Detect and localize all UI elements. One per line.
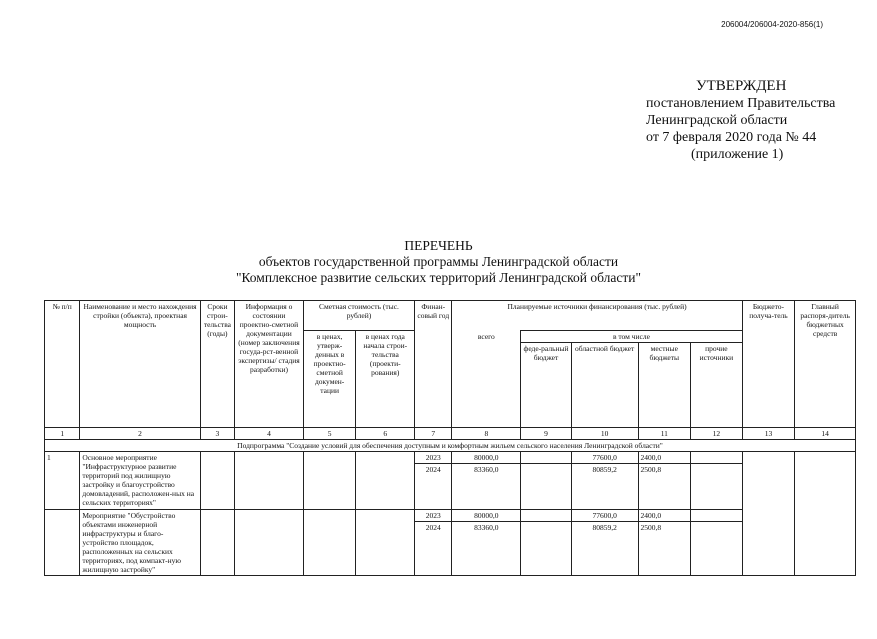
row-year: 2024 — [415, 522, 452, 576]
col-header-incl: в том числе — [521, 331, 742, 343]
row-name: Мероприятие "Обустройство объектами инженерной инфраструктуры и благо-устройство площадок, расположенных на сельских территориях, под компакт-ную жилищную застройку" — [80, 510, 200, 576]
col-header-cost: Сметная стоимость (тыс. рублей) — [303, 301, 414, 331]
col-number: 3 — [200, 428, 234, 440]
col-number: 2 — [80, 428, 200, 440]
row-federal — [521, 452, 572, 464]
col-number: 7 — [415, 428, 452, 440]
row-total: 83360,0 — [452, 522, 521, 576]
col-number: 6 — [356, 428, 415, 440]
row-other — [691, 522, 743, 576]
col-header-cost-approved: в ценах, утверж-денных в проектно-сметной докумен-тации — [303, 331, 356, 428]
row-cost-approved — [303, 510, 356, 576]
row-manager — [795, 452, 856, 576]
col-header-other: прочие источники — [691, 343, 743, 428]
approval-annex: (приложение 1) — [691, 147, 784, 162]
col-number: 4 — [235, 428, 304, 440]
subprogram-title: Подпрограмма "Создание условий для обеспечения доступным и комфортным жильем сельского населения Ленинградской области" — [45, 440, 856, 452]
heading-line-2: объектов государственной программы Ленинградской области — [258, 254, 619, 269]
row-local: 2500,8 — [638, 464, 691, 510]
row-year: 2023 — [415, 452, 452, 464]
col-number: 1 — [45, 428, 80, 440]
row-total: 83360,0 — [452, 464, 521, 510]
row-total: 80000,0 — [452, 452, 521, 464]
col-header-regional: областной бюджет — [571, 343, 638, 428]
col-header-docs: Информация о состоянии проектно-сметной документации (номер заключения госуда-рст-венной экспертизы/ стадия разработки) — [235, 301, 304, 428]
row-recipient — [742, 452, 795, 576]
document-id: 206004/206004-2020-856(1) — [721, 20, 823, 29]
row-federal — [521, 510, 572, 522]
col-header-recipient: Бюджето-получа-тель — [742, 301, 795, 428]
row-num — [45, 510, 80, 576]
approval-line-1: постановлением Правительства — [646, 96, 836, 111]
row-regional: 77600,0 — [571, 452, 638, 464]
approval-title: УТВЕРЖДЕН — [696, 78, 787, 94]
row-local: 2400,0 — [638, 452, 691, 464]
col-header-sources: Планируемые источники финансирования (тыс. рублей) — [452, 301, 742, 331]
heading-line-3: "Комплексное развитие сельских территорий Ленинградской области" — [235, 270, 642, 285]
col-number: 8 — [452, 428, 521, 440]
col-number: 5 — [303, 428, 356, 440]
row-terms — [200, 452, 234, 510]
row-cost-approved — [303, 452, 356, 510]
col-number: 10 — [571, 428, 638, 440]
document-heading — [0, 238, 877, 286]
col-header-manager: Главный распоря-дитель бюджетных средств — [795, 301, 856, 428]
col-header-cost-start: в ценах года начала строи-тельства (проекти-рования) — [356, 331, 415, 428]
row-terms — [200, 510, 234, 576]
row-regional: 80859,2 — [571, 464, 638, 510]
row-docs — [235, 510, 304, 576]
row-federal — [521, 464, 572, 510]
row-other — [691, 510, 743, 522]
row-num: 1 — [45, 452, 80, 510]
col-header-total: всего — [452, 331, 521, 428]
col-header-federal: феде-ральный бюджет — [521, 343, 572, 428]
col-number: 14 — [795, 428, 856, 440]
row-regional: 80859,2 — [571, 522, 638, 576]
row-total: 80000,0 — [452, 510, 521, 522]
objects-table — [44, 300, 856, 576]
row-cost-start — [356, 510, 415, 576]
row-year: 2024 — [415, 464, 452, 510]
row-local: 2400,0 — [638, 510, 691, 522]
row-regional: 77600,0 — [571, 510, 638, 522]
col-header-num: № п/п — [45, 301, 80, 428]
row-name: Основное мероприятие "Инфраструктурное развитие территорий под жилищную застройку и благоустройство домовладений, расположен-ных на сельских территориях" — [80, 452, 200, 510]
row-local: 2500,8 — [638, 522, 691, 576]
col-header-terms: Сроки строи-тельства (годы) — [200, 301, 234, 428]
col-header-fin-year: Финан-совый год — [415, 301, 452, 428]
approval-line-2: Ленинградской области — [646, 113, 788, 128]
heading-title: ПЕРЕЧЕНЬ — [404, 238, 473, 253]
row-other — [691, 452, 743, 464]
row-year: 2023 — [415, 510, 452, 522]
col-number: 9 — [521, 428, 572, 440]
col-number: 12 — [691, 428, 743, 440]
col-header-name: Наименование и место нахождения стройки (объекта), проектная мощность — [80, 301, 200, 428]
row-other — [691, 464, 743, 510]
row-cost-start — [356, 452, 415, 510]
row-federal — [521, 522, 572, 576]
approval-line-3: от 7 февраля 2020 года № 44 — [646, 130, 817, 145]
col-header-local: местные бюджеты — [638, 343, 691, 428]
row-docs — [235, 452, 304, 510]
col-number: 11 — [638, 428, 691, 440]
approval-block — [646, 78, 835, 163]
col-number: 13 — [742, 428, 795, 440]
